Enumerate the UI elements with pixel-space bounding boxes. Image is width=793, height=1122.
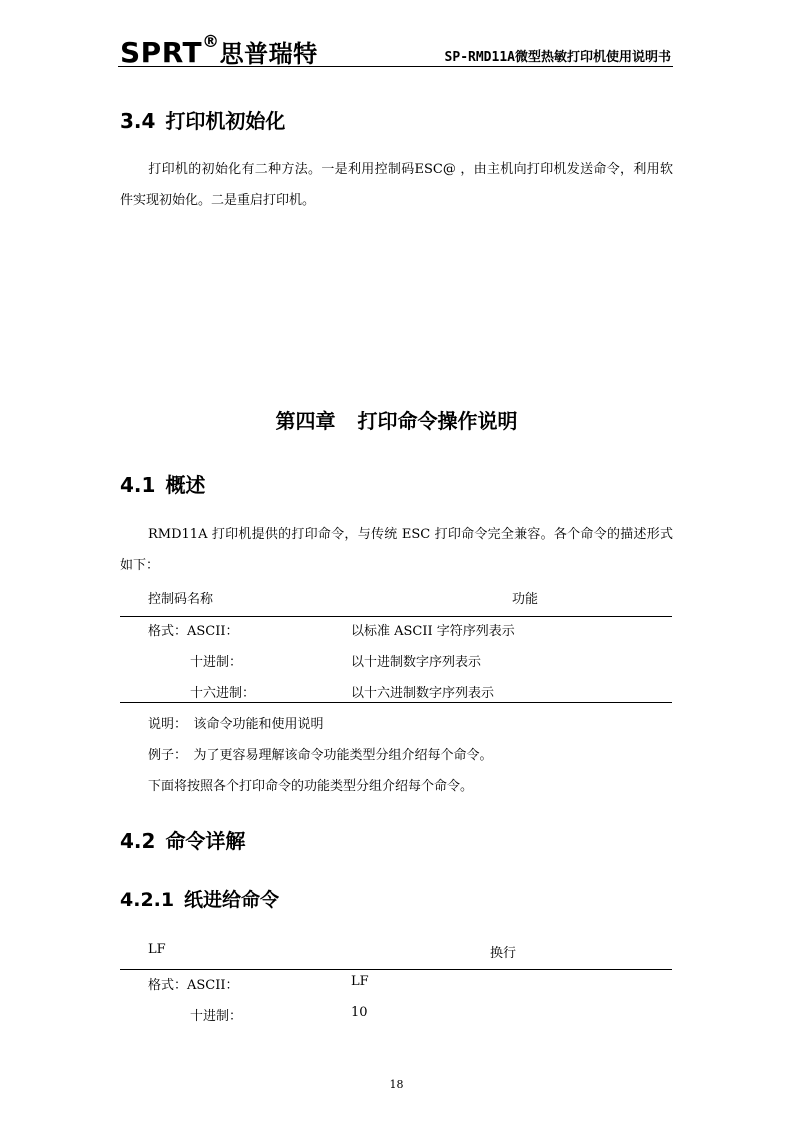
note-intro: 下面将按照各个打印命令的功能类型分组介绍每个命令。 — [148, 779, 474, 794]
paragraph-3-4 — [120, 154, 673, 216]
row-label-ascii: 格式：ASCII： — [148, 624, 239, 639]
lf-label-ascii: 格式：ASCII： — [148, 978, 239, 993]
page-number: 18 — [389, 1078, 404, 1091]
chapter-number: 第四章 — [275, 409, 336, 433]
section-heading-4-2-1 — [120, 885, 279, 912]
command-name: LF — [148, 942, 166, 957]
section-number: 4.2 — [120, 829, 156, 853]
chapter-title: 打印命令操作说明 — [357, 409, 518, 433]
section-title: 纸进给命令 — [184, 889, 280, 911]
table-header-function: 功能 — [512, 592, 539, 607]
section-title: 概述 — [165, 473, 206, 497]
chapter-heading — [0, 405, 793, 434]
table-header-name: 控制码名称 — [148, 592, 214, 607]
section-number: 4.1 — [120, 473, 156, 497]
paragraph-4-1 — [120, 519, 673, 581]
section-heading-4-1 — [120, 469, 205, 498]
note-example: 例子： 为了更容易理解该命令功能类型分组介绍每个命令。 — [148, 748, 493, 763]
table-rule-top — [120, 616, 672, 617]
lf-value-ascii: LF — [351, 974, 369, 989]
section-number: 3.4 — [120, 109, 156, 133]
section-title: 打印机初始化 — [165, 109, 286, 133]
row-value-ascii: 以标准 ASCII 字符序列表示 — [351, 624, 515, 639]
brand-logo — [120, 34, 318, 69]
brand-chinese: 思普瑞特 — [219, 40, 318, 68]
document-title: SP-RMD11A微型热敏打印机使用说明书 — [444, 50, 671, 65]
brand-latin: SPRT — [120, 36, 203, 69]
table-rule-bottom — [120, 702, 672, 703]
row-value-decimal: 以十进制数字序列表示 — [351, 655, 482, 670]
section-title: 命令详解 — [165, 829, 246, 853]
note-description: 说明： 该命令功能和使用说明 — [148, 717, 324, 732]
row-value-hex: 以十六进制数字序列表示 — [351, 686, 495, 701]
paragraph-text: RMD11A 打印机提供的打印命令，与传统 ESC 打印命令完全兼容。各个命令的描述形式如下： — [120, 527, 673, 573]
command-function: 换行 — [490, 946, 517, 961]
registered-mark: ® — [202, 32, 220, 52]
row-label-hex: 十六进制： — [190, 686, 256, 701]
lf-label-decimal: 十进制： — [190, 1009, 243, 1024]
paragraph-text: 打印机的初始化有二种方法。一是利用控制码ESC@ ，由主机向打印机发送命令，利用软件实现初始化。二是重启打印机。 — [120, 162, 673, 208]
lf-value-decimal: 10 — [351, 1005, 368, 1020]
section-number: 4.2.1 — [120, 889, 175, 911]
header-rule — [118, 66, 673, 67]
section-heading-3-4 — [120, 105, 285, 134]
command-table-rule — [120, 969, 672, 970]
section-heading-4-2 — [120, 825, 245, 854]
row-label-decimal: 十进制： — [190, 655, 243, 670]
